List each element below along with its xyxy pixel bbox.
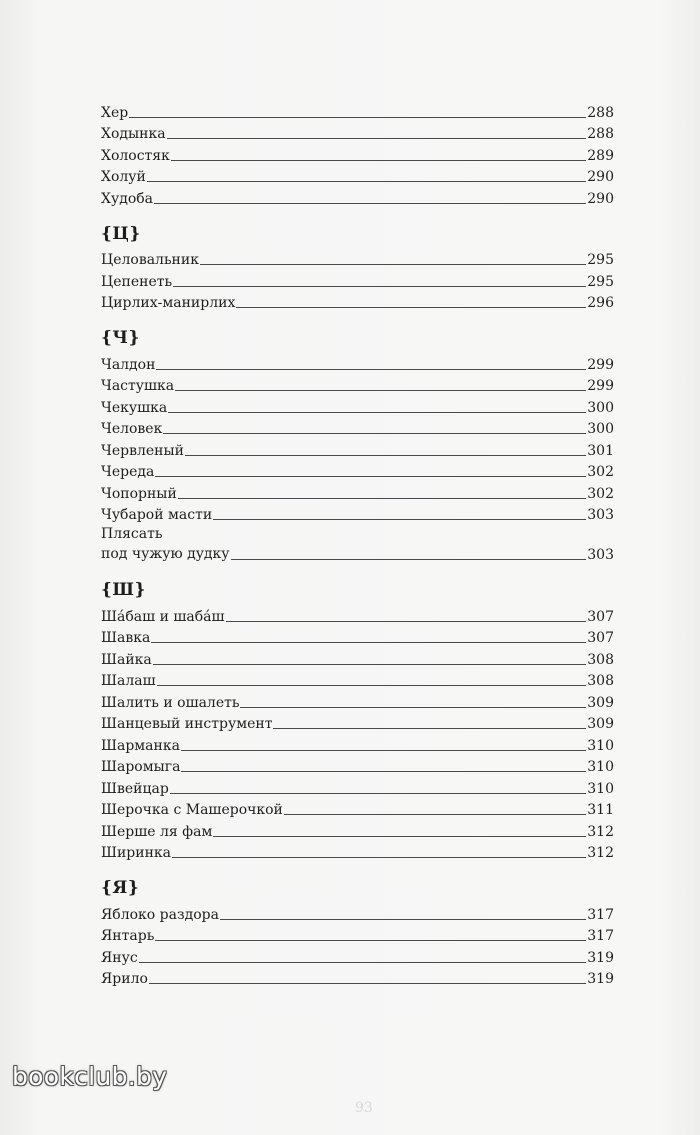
toc-entry	[101, 122, 614, 144]
entry-title: Шавка	[101, 630, 151, 646]
entry-title: Целовальник	[101, 252, 199, 268]
leader-line	[178, 498, 586, 499]
entry-page-number: 290	[587, 190, 614, 207]
entry-page-number: 312	[587, 845, 614, 861]
leader-line	[171, 160, 586, 161]
section-heading: {Я}	[101, 878, 140, 898]
toc-entry	[101, 604, 614, 626]
entry-title: Холуй	[101, 169, 146, 185]
toc-entry	[101, 626, 614, 648]
page-number: 93	[355, 1100, 373, 1116]
entry-title: Ширинка	[101, 845, 172, 861]
entry-page-number: 303	[587, 507, 614, 523]
entry-page-number: 302	[587, 485, 614, 502]
leader-line	[156, 369, 586, 370]
toc-entry	[101, 967, 614, 989]
toc-entry	[101, 269, 614, 291]
toc-entry	[101, 374, 614, 396]
entry-title: Хер	[101, 104, 129, 121]
leader-line	[167, 138, 587, 139]
entry-title: Череда	[101, 464, 155, 480]
entry-title: Шаромыга	[101, 759, 181, 775]
toc-entry	[101, 291, 614, 313]
toc-entry	[101, 902, 614, 924]
toc-entry	[101, 669, 614, 691]
entry-page-number: 290	[587, 169, 614, 185]
toc-entry	[101, 460, 614, 482]
entry-title: Цепенеть	[101, 273, 173, 290]
entry-title: Шáбаш и шабáш	[101, 608, 225, 625]
entry-page-number: 311	[587, 802, 614, 818]
toc-section	[101, 326, 614, 564]
entry-title	[101, 524, 230, 564]
toc-entry	[101, 733, 614, 755]
leader-line	[157, 685, 587, 686]
entry-title: Шалаш	[101, 673, 156, 689]
leader-line	[168, 412, 586, 413]
entry-page-number: 288	[587, 126, 614, 142]
leader-line	[173, 286, 586, 287]
leader-line	[181, 771, 586, 772]
entry-page-number: 289	[587, 147, 614, 164]
toc-entry	[101, 690, 614, 712]
entry-title: Яблоко раздора	[101, 906, 219, 923]
leader-line	[172, 857, 586, 858]
section-heading: {Ч}	[101, 328, 140, 348]
toc-entry	[101, 417, 614, 439]
entry-title: Частушка	[101, 378, 175, 394]
entry-title: Янус	[101, 949, 138, 966]
leader-line	[175, 390, 586, 391]
leader-line	[153, 664, 587, 665]
entry-page-number: 308	[587, 673, 614, 689]
entry-page-number: 300	[587, 421, 614, 437]
entry-page-number: 317	[587, 906, 614, 923]
entry-title: Чубарой масти	[101, 507, 213, 523]
entry-page-number: 307	[587, 608, 614, 625]
entry-title-line2: под чужую дудку	[101, 546, 230, 562]
leader-line	[154, 203, 586, 204]
toc-section	[101, 578, 614, 862]
leader-line	[213, 519, 586, 520]
table-of-contents	[101, 100, 614, 1002]
entry-page-number: 310	[587, 737, 614, 754]
entry-title: Шайка	[101, 651, 152, 668]
entry-title: Шерше ля фам	[101, 823, 213, 840]
toc-entry	[101, 100, 614, 122]
entry-title: Шалить и ошалеть	[101, 694, 240, 711]
toc-entry	[101, 755, 614, 777]
toc-entry	[101, 924, 614, 946]
entry-page-number: 310	[587, 780, 614, 797]
entry-page-number: 317	[587, 928, 614, 944]
toc-entry	[101, 248, 614, 270]
entry-page-number: 308	[587, 651, 614, 668]
entry-page-number: 302	[587, 464, 614, 480]
leader-line	[149, 983, 586, 984]
entry-title: Цирлих-манирлих	[101, 295, 236, 311]
toc-section	[101, 100, 614, 208]
entry-page-number: 309	[587, 716, 614, 732]
toc-entry	[101, 819, 614, 841]
entry-page-number: 307	[587, 630, 614, 646]
leader-line	[147, 181, 586, 182]
entry-page-number: 303	[587, 547, 614, 563]
entry-page-number: 310	[587, 759, 614, 775]
entry-page-number: 319	[587, 971, 614, 987]
entry-title: Швейцар	[101, 780, 169, 797]
entry-page-number: 299	[587, 356, 614, 373]
toc-entry	[101, 945, 614, 967]
leader-line	[155, 940, 586, 941]
toc-entry	[101, 438, 614, 460]
leader-line	[151, 642, 586, 643]
entry-title: Шарманка	[101, 737, 180, 754]
entry-page-number: 288	[587, 104, 614, 121]
toc-section	[101, 876, 614, 988]
entry-title: Янтарь	[101, 928, 155, 944]
toc-section	[101, 222, 614, 313]
leader-line	[139, 962, 587, 963]
leader-line	[163, 433, 586, 434]
leader-line	[200, 264, 586, 265]
leader-line	[231, 559, 587, 560]
entry-title: Ходынка	[101, 126, 166, 142]
entry-page-number: 309	[587, 694, 614, 711]
toc-entry	[101, 165, 614, 187]
toc-entry	[101, 395, 614, 417]
entry-page-number: 299	[587, 378, 614, 394]
leader-line	[284, 814, 586, 815]
entry-title: Червленый	[101, 442, 184, 459]
entry-page-number: 295	[587, 252, 614, 268]
entry-page-number: 296	[587, 295, 614, 311]
toc-entry	[101, 712, 614, 734]
leader-line	[236, 307, 586, 308]
entry-title: Шерочка с Машерочкой	[101, 802, 283, 818]
leader-line	[240, 707, 586, 708]
leader-line	[181, 750, 586, 751]
section-heading: {Ц}	[101, 223, 141, 244]
entry-title: Чопорный	[101, 485, 177, 502]
entry-page-number: 301	[587, 442, 614, 459]
entry-page-number: 319	[587, 949, 614, 966]
entry-title: Чалдон	[101, 356, 156, 373]
entry-title: Ярило	[101, 971, 148, 987]
leader-line	[273, 728, 586, 729]
entry-title: Человек	[101, 421, 163, 437]
toc-entry	[101, 186, 614, 208]
entry-page-number: 300	[587, 399, 614, 416]
toc-entry	[101, 841, 614, 863]
entry-page-number: 312	[587, 823, 614, 840]
entry-title-line1: Плясать	[101, 526, 163, 542]
toc-entry	[101, 352, 614, 374]
toc-entry	[101, 798, 614, 820]
entry-title: Холостяк	[101, 147, 170, 164]
entry-page-number: 295	[587, 273, 614, 290]
toc-entry	[101, 647, 614, 669]
section-heading: {Ш}	[101, 580, 146, 600]
watermark-logo: bookclub.by	[12, 1062, 168, 1091]
toc-entry	[101, 503, 614, 525]
toc-entry	[101, 524, 614, 564]
leader-line	[185, 455, 586, 456]
leader-line	[226, 621, 587, 622]
entry-title: Чекушка	[101, 399, 168, 416]
toc-entry	[101, 143, 614, 165]
entry-title: Шанцевый инструмент	[101, 716, 273, 732]
entry-title: Худоба	[101, 190, 154, 207]
leader-line	[129, 117, 586, 118]
leader-line	[170, 793, 586, 794]
toc-entry	[101, 481, 614, 503]
leader-line	[155, 476, 586, 477]
leader-line	[213, 836, 586, 837]
leader-line	[220, 919, 586, 920]
toc-entry	[101, 776, 614, 798]
